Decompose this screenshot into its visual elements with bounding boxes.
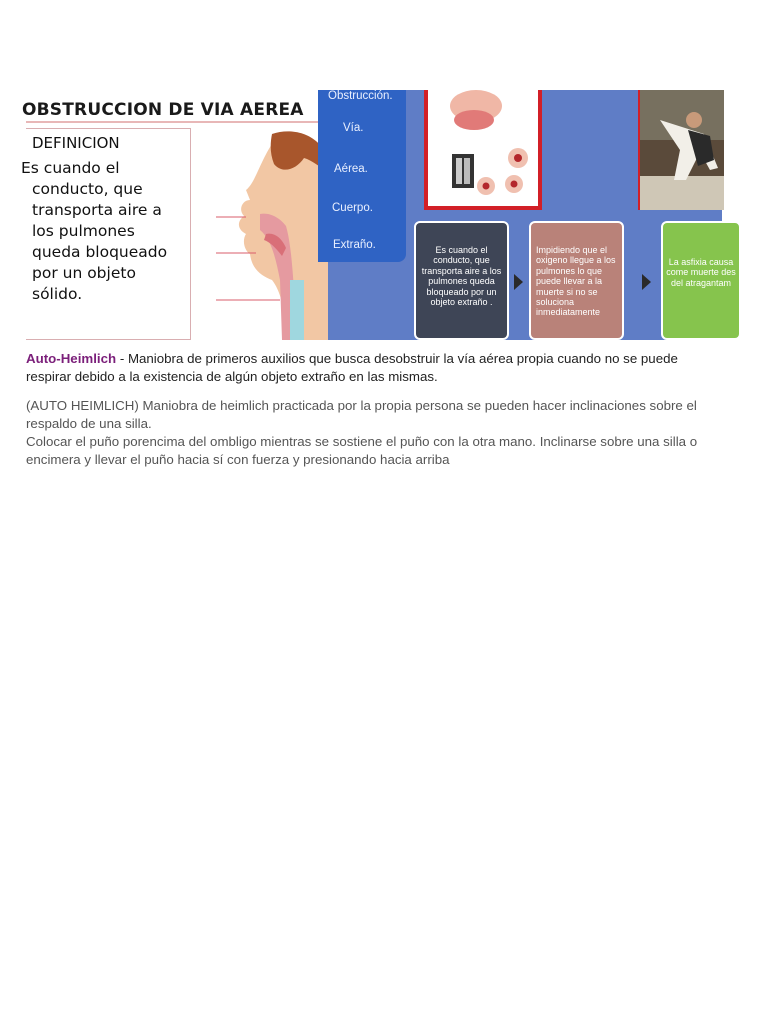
choking-illustration — [640, 90, 724, 210]
choking-photo — [638, 90, 722, 210]
definition-line: conducto, que — [32, 180, 143, 198]
definition-line: los pulmones — [32, 222, 135, 240]
step-definition-box: Es cuando el conducto, que transporta aire a los pulmones queda bloqueado por un objeto extraño . — [414, 221, 509, 340]
keyword-extrano: Extraño. — [333, 239, 376, 251]
keyword-aerea: Aérea. — [334, 163, 368, 175]
definition-line: por un objeto — [32, 264, 136, 282]
step-consequence-box: Impidiendo que el oxigeno llegue a los pulmones lo que puede llevar a la muerte si no se soluciona inmediatamente — [529, 221, 624, 340]
collage-title: OBSTRUCCION DE VIA AEREA — [22, 100, 304, 120]
definition-line: transporta aire a — [32, 201, 162, 219]
xray-illustration — [428, 90, 538, 206]
keyword-auto-heimlich: Auto-Heimlich — [26, 351, 117, 366]
keyword-cuerpo: Cuerpo. — [332, 202, 373, 214]
definition-panel — [21, 90, 318, 340]
airway-collage-image — [21, 90, 736, 340]
arrow-right-icon — [642, 274, 651, 290]
paragraph-3: Colocar el puño porencima del ombligo mientras se sostiene el puño con la otra mano. Inclinarse sobre una silla o encimera y llevar el puño hacia sí con fuerza y presionando hacia arriba — [26, 434, 698, 467]
airway-xray-image — [424, 90, 542, 210]
keywords-panel — [318, 90, 406, 262]
paragraph-2: (AUTO HEIMLICH) Maniobra de heimlich practicada por la propia persona se pueden hacer inclinaciones sobre el respaldo de una silla. — [26, 398, 697, 431]
head-airway-illustration — [216, 130, 326, 340]
definition-box — [21, 128, 191, 340]
definition-line: queda bloqueado — [32, 243, 168, 261]
definition-text — [21, 158, 186, 305]
keyword-obstruccion: Obstrucción. — [328, 90, 393, 102]
paragraph-1-text: - Maniobra de primeros auxilios que busca desobstruir la vía aérea propia cuando no se puede respirar debido a la existencia de algún objeto extraño en las mismas. — [26, 351, 678, 384]
definition-line: Es cuando el — [21, 159, 120, 177]
definition-line: sólido. — [32, 285, 83, 303]
auto-heimlich-paragraph — [26, 350, 726, 386]
keyword-via: Vía. — [343, 122, 364, 134]
step-asphyxia-box: La asfixia causa come muerte des del atragantam — [661, 221, 741, 340]
title-divider — [26, 121, 318, 123]
definition-heading: DEFINICION — [32, 134, 120, 152]
arrow-right-icon — [514, 274, 523, 290]
